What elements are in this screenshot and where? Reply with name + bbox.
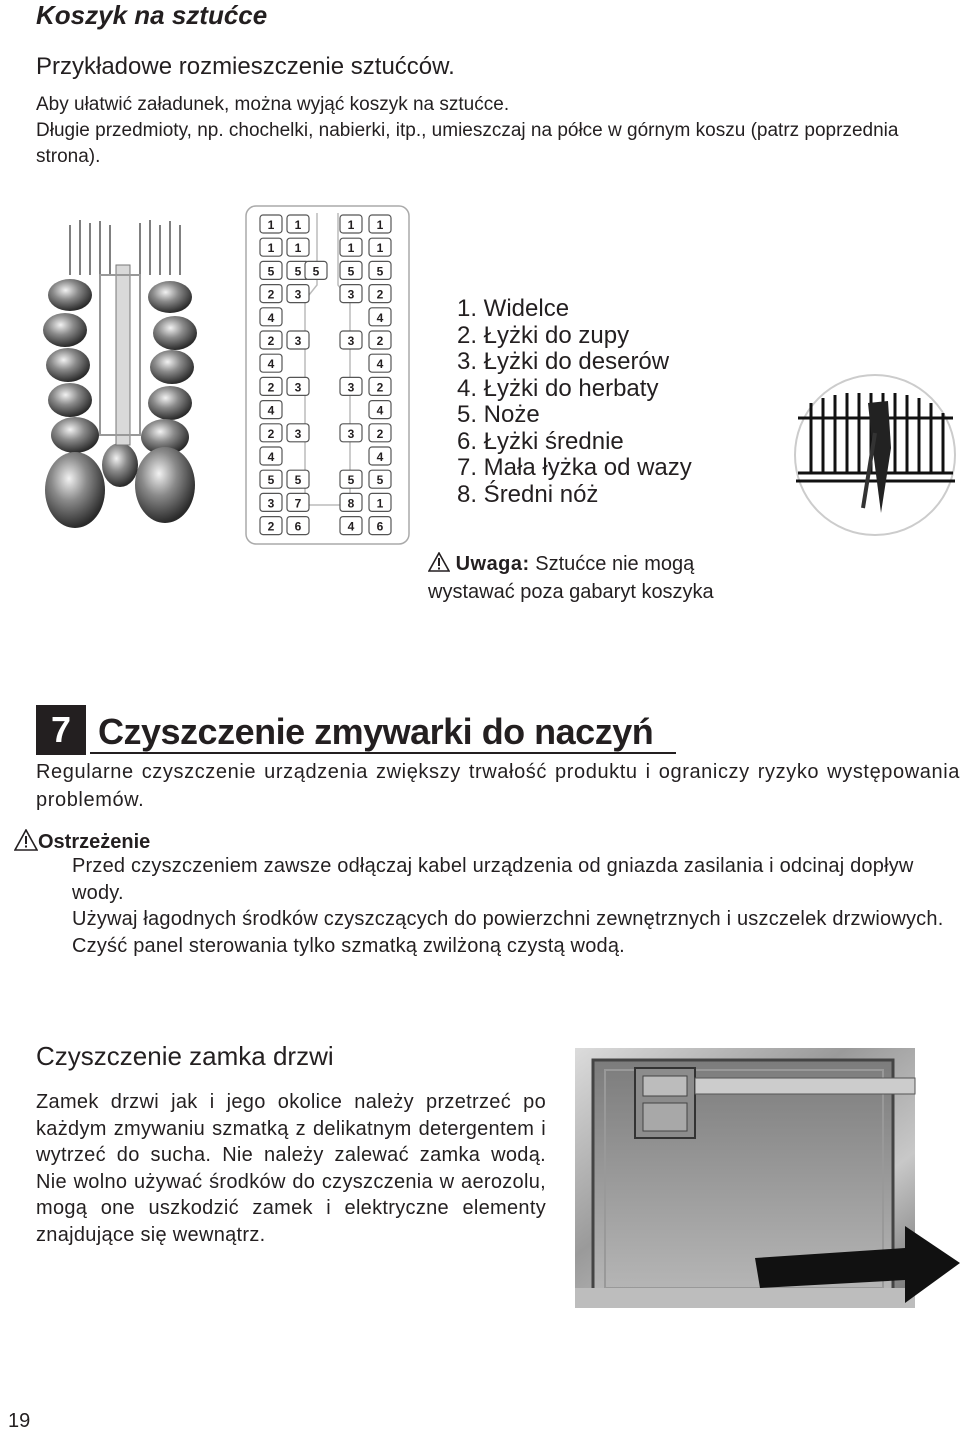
basket-cell-number: 1: [376, 496, 384, 511]
basket-cell-number: 1: [376, 241, 384, 256]
legend-item: 8. Średni nóż: [457, 480, 599, 508]
warning-note: [428, 550, 778, 606]
basket-cell-number: 1: [376, 218, 384, 232]
basket-cell-number: 2: [267, 426, 275, 441]
basket-cell-number: 1: [267, 241, 275, 256]
basket-cell-number: 8: [347, 496, 355, 511]
ostrzezenie-line: Czyść panel sterowania tylko szmatką zwilżoną czystą wodą.: [72, 934, 625, 957]
basket-cell-number: 4: [376, 403, 384, 418]
ostrzezenie-heading: [14, 828, 150, 856]
basket-cell-number: 5: [294, 264, 302, 279]
basket-cell-number: 5: [267, 473, 275, 488]
basket-cell-number: 2: [376, 380, 384, 395]
basket-cell-number: 2: [376, 334, 384, 348]
basket-cell-number: 1: [294, 241, 302, 256]
ostrzezenie-body: [72, 853, 960, 959]
basket-cell-number: 4: [376, 450, 384, 464]
warning-triangle-icon: [428, 552, 450, 572]
basket-cell-number: 3: [347, 287, 355, 302]
legend-item: 7. Mała łyżka od wazy: [457, 454, 692, 481]
basket-cell-number: 4: [376, 310, 384, 325]
basket-cell-number: 4: [267, 357, 275, 372]
basket-cell-number: 4: [267, 450, 275, 464]
basket-cell-number: 2: [267, 380, 275, 395]
basket-cell-number: 4: [347, 519, 355, 534]
basket-cell-number: 6: [294, 519, 302, 534]
section-number: 7: [36, 705, 86, 755]
legend-item: 3. Łyżki do deserów: [457, 348, 670, 375]
basket-cell-number: 2: [267, 519, 275, 534]
basket-cell-number: 3: [294, 334, 302, 348]
ostrzezenie-label: Ostrzeżenie: [38, 831, 151, 853]
basket-cell-number: 5: [376, 473, 384, 488]
basket-cell-number: 4: [267, 403, 275, 418]
basket-cell-number: 3: [294, 380, 302, 395]
basket-cell-number: 4: [267, 310, 275, 325]
ostrzezenie-line: Używaj łagodnych środków czyszczących do powierzchni zewnętrznych i uszczelek drzwiowych.: [72, 908, 944, 930]
page-number: 19: [8, 1410, 31, 1432]
door-heading: Czyszczenie zamka drzwi: [36, 1041, 334, 1071]
basket-cell-number: 3: [294, 426, 302, 441]
warning-triangle-icon: [14, 829, 38, 851]
basket-cell-number: 5: [347, 264, 355, 279]
section-title: Czyszczenie zmywarki do naczyń: [98, 711, 654, 752]
warning-text: Sztućce nie mogą wystawać poza gabaryt koszyka: [428, 553, 714, 603]
section-intro: Regularne czyszczenie urządzenia zwiększy trwałość produktu i ograniczy ryzyko występowania problemów.: [36, 761, 960, 811]
basket-cell-number: 6: [376, 519, 384, 534]
basket-cell-number: 2: [376, 287, 384, 302]
basket-cell-number: 2: [267, 287, 275, 302]
legend-item: 2. Łyżki do zupy: [457, 321, 630, 349]
page-heading: Koszyk na sztućce: [36, 0, 268, 30]
intro-line-2: Długie przedmioty, np. chochelki, nabierki, itp., umieszczaj na półce w górnym koszu (patrz poprzednia strona).: [36, 120, 899, 167]
basket-cell-number: 5: [312, 264, 320, 279]
basket-cell-number: 4: [376, 357, 384, 372]
legend-item: 4. Łyżki do herbaty: [457, 374, 659, 402]
basket-cell-number: 5: [294, 473, 302, 488]
warning-label: Uwaga:: [455, 553, 530, 575]
door-lock-photo: [575, 1048, 960, 1308]
legend-item: 1. Widelce: [457, 295, 570, 322]
subheading: Przykładowe rozmieszczenie sztućców.: [36, 53, 455, 80]
basket-cell-number: 1: [294, 218, 302, 232]
intro-line-1: Aby ułatwić załadunek, można wyjąć koszyk na sztućce.: [36, 94, 510, 115]
basket-cell-number: 3: [347, 334, 355, 348]
legend-item: 5. Noże: [457, 401, 540, 428]
basket-cell-number: 7: [294, 496, 302, 511]
basket-cell-number: 1: [347, 218, 355, 232]
cutlery-basket-photo: [40, 215, 200, 535]
intro-text: [36, 92, 936, 170]
knives-circle-illustration: [793, 373, 958, 538]
basket-cell-number: 1: [267, 218, 275, 232]
basket-cell-number: 3: [347, 380, 355, 395]
basket-cell-number: 5: [347, 473, 355, 488]
cutlery-legend: [457, 296, 692, 508]
ostrzezenie-line: Przed czyszczeniem zawsze odłączaj kabel urządzenia od gniazda zasilania i odcinaj dopływ wody.: [72, 855, 914, 904]
basket-cell-number: 2: [267, 334, 275, 348]
basket-cell-number: 5: [267, 264, 275, 279]
basket-cell-number: 3: [347, 426, 355, 441]
basket-cell-number: 5: [376, 264, 384, 279]
basket-cell-number: 1: [347, 241, 355, 256]
section-underline: [90, 752, 676, 754]
basket-cell-number: 2: [376, 426, 384, 441]
legend-item: 6. Łyżki średnie: [457, 427, 624, 455]
basket-cell-number: 3: [267, 496, 275, 511]
basket-layout-diagram: [245, 205, 410, 545]
door-text: Zamek drzwi jak i jego okolice należy przetrzeć po każdym zmywaniu szmatką z delikatnym detergentem i wytrzeć do sucha. Nie należy zalewać zamka wodą. Nie wolno używać środków do czyszczenia w aerozolu, mogą one uszkodzić zamek i elektryczne elementy znajdujące się wewnątrz.: [36, 1091, 546, 1246]
basket-cell-number: 3: [294, 287, 302, 302]
